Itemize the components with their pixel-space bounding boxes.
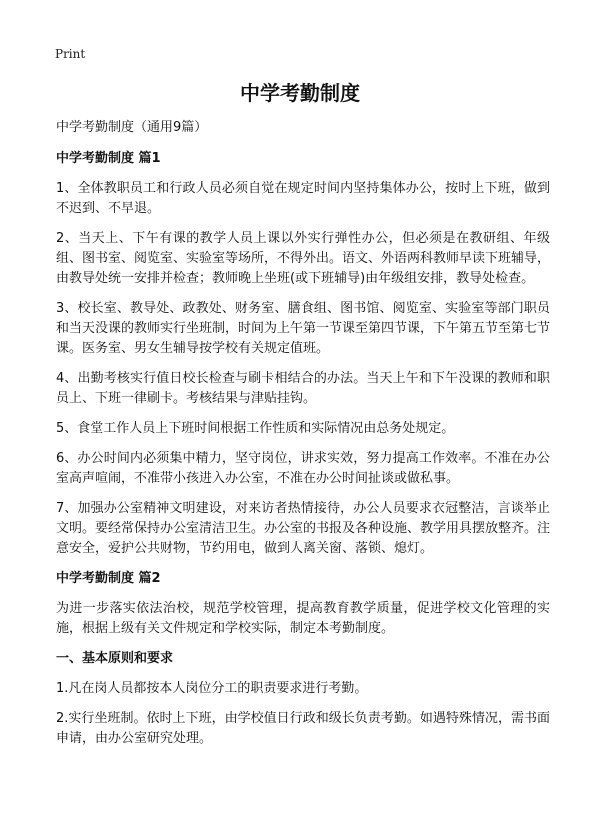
paragraph: 2.实行坐班制。依时上下班，由学校值日行政和级长负责考勤。如遇特殊情况，需书面申请，由办公室研究处理。	[56, 711, 550, 746]
document-title: 中学考勤制度	[240, 81, 360, 105]
subsection-heading: 一、基本原则和要求	[56, 651, 174, 666]
paragraph: 3、校长室、教导处、政教处、财务室、膳食组、图书馆、阅览室、实验室等部门职员和当天没课的教师实行坐班制，时间为上午第一节课至第四节课，下午第五节至第七节课。医务室、男女生辅导按学校有关规定值班。	[56, 301, 551, 356]
document-body	[56, 118, 550, 759]
section-intro: 为进一步落实依法治校，规范学校管理，提高教育教学质量，促进学校文化管理的实施，根据上级有关文件规定和学校实际，制定本考勤制度。	[56, 601, 550, 636]
paragraph: 2、当天上、下午有课的教学人员上课以外实行弹性办公，但必须是在教研组、年级组、图书室、阅览室、实验室等场所，不得外出。语文、外语两科教师早读下班辅导，由教导处统一安排并检查；教师晚上坐班(或下班辅导)由年级组安排，教导处检查。	[56, 231, 551, 286]
paragraph: 6、办公时间内必须集中精力，坚守岗位，讲求实效，努力提高工作效率。不准在办公室高声喧闹，不准带小孩进入办公室，不准在办公时间扯谈或做私事。	[56, 451, 550, 486]
paragraph: 4、出勤考核实行值日校长检查与刷卡相结合的办法。当天上午和下午没课的教师和职员上、下班一律刷卡。考核结果与津贴挂钩。	[56, 371, 550, 406]
paragraph: 1、全体教职员工和行政人员必须自觉在规定时间内坚持集体办公，按时上下班，做到不迟到、不早退。	[56, 181, 550, 216]
section-heading-1: 中学考勤制度 篇1	[56, 151, 161, 166]
section-heading-2: 中学考勤制度 篇2	[56, 571, 161, 586]
print-label: Print	[55, 47, 86, 61]
document-subtitle: 中学考勤制度（通用9篇）	[56, 120, 208, 135]
paragraph: 1.凡在岗人员都按本人岗位分工的职责要求进行考勤。	[56, 681, 368, 696]
paragraph: 5、食堂工作人员上下班时间根据工作性质和实际情况由总务处规定。	[56, 421, 455, 436]
paragraph: 7、加强办公室精神文明建设，对来访者热情接待，办公人员要求衣冠整洁，言谈举止文明。要经常保持办公室清洁卫生。办公室的书报及各种设施、教学用具摆放整齐。注意安全，爱护公共财物，节约用电，做到人离关窗、落锁、熄灯。	[56, 501, 551, 556]
